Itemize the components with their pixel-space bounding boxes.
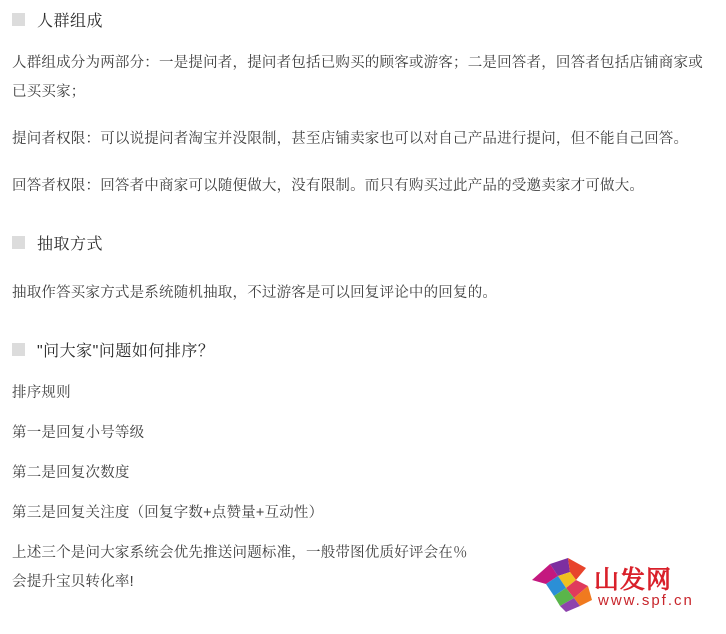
paragraph: 会提升宝贝转化率!	[12, 574, 134, 590]
square-bullet-icon	[12, 236, 25, 249]
list-item: 第二是回复次数度	[12, 465, 130, 481]
spacer	[12, 408, 714, 419]
section-heading-label: 抽取方式	[37, 235, 104, 253]
section-heading-people-composition	[12, 0, 714, 38]
watermark-title: 山发网	[594, 566, 673, 594]
spacer	[12, 368, 714, 379]
square-bullet-icon	[12, 343, 25, 356]
spacer	[12, 38, 714, 49]
paragraph: 提问者权限：可以说提问者淘宝并没限制，甚至店铺卖家也可以对自己产品进行提问，但不能自己回答。	[12, 131, 689, 147]
list-item: 第三是回复关注度（回复字数+点赞量+互动性）	[12, 505, 324, 521]
paragraph: 人群组成分为两部分：一是提问者，提问者包括已购买的顾客或游客；二是回答者，回答者包括店铺商家或已买买家；	[12, 55, 703, 100]
spacer	[12, 528, 714, 539]
section-heading-extraction-method	[12, 223, 714, 261]
spacer	[12, 201, 714, 223]
spacer	[12, 308, 714, 330]
section-heading-question-sorting	[12, 330, 714, 368]
spacer	[12, 488, 714, 499]
section-heading-label: "问大家"问题如何排序？	[37, 342, 215, 360]
list-item: 第一是回复小号等级	[12, 425, 145, 441]
spacer	[12, 154, 714, 172]
paragraph: 抽取作答买家方式是系统随机抽取，不过游客是可以回复评论中的回复的。	[12, 285, 498, 301]
square-bullet-icon	[12, 13, 25, 26]
paragraph: 上述三个是问大家系统会优先推送问题标准，一般带图优质好评会在％	[12, 545, 468, 561]
section-heading-label: 人群组成	[37, 12, 104, 30]
spacer	[12, 107, 714, 125]
paragraph: 回答者权限：回答者中商家可以随便做大，没有限制。而只有购买过此产品的受邀卖家才可做大。	[12, 178, 645, 194]
spacer	[12, 448, 714, 459]
paragraph: 排序规则	[12, 385, 71, 401]
watermark-url: www.spf.cn	[598, 592, 694, 609]
spacer	[12, 261, 714, 279]
